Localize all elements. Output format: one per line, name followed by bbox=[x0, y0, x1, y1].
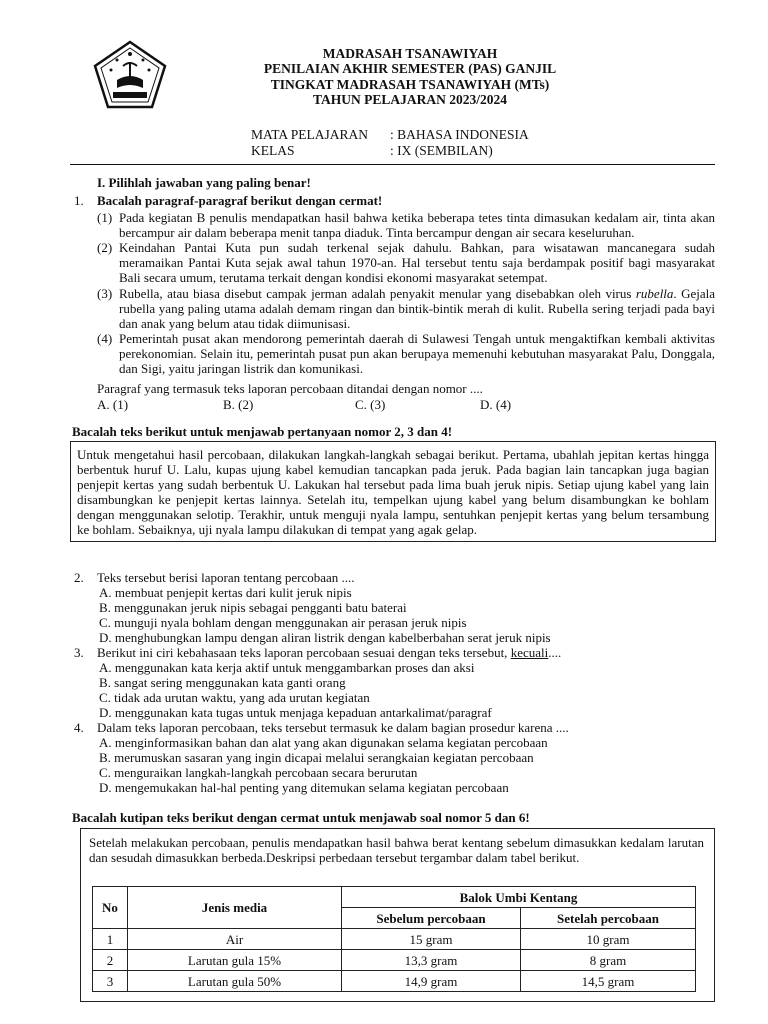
paragraph-num: (3) bbox=[97, 286, 113, 301]
subject-value: : BAHASA INDONESIA bbox=[390, 127, 529, 142]
passage1-box bbox=[70, 441, 716, 542]
passage2-text: Setelah melakukan percobaan, penulis mendapatkan hasil bahwa berat kentang sebelum dimasukkan kedalam larutan dan sesudah dimasukkan berbeda.Deskripsi perbedaan tersebut tergambar dalam tabel berikut. bbox=[89, 835, 704, 865]
q4-number: 4. bbox=[74, 720, 84, 735]
cell-after: 14,5 gram bbox=[521, 971, 696, 992]
paragraph-text: Pemerintah pusat akan mendorong pemerintah daerah di Sulawesi Tengah untuk mengaktifkan kembali aktivitas perekonomian. Selain itu, pemerintah pusat pun akan berupaya memenuhi kebutuhan masyarakat Palu, Donggala, dan Sigi, yaitu jaringan listrik dan komunikasi. bbox=[119, 331, 715, 376]
passage1-text: Untuk mengetahui hasil percobaan, dilakukan langkah-langkah sebagai berikut. Pertama, ubahlah jepitan kertas hingga berbentuk huruf U. Lalu, kupas ujung kabel kemudian tancapkan pada jeruk. Pada bagian lain tancapkan juga bagian penjepit kertas yang sudah berbentuk U. Lakukan hal tersebut pada lima buah jeruk nipis. Setiap ujung kabel yang lain disambungkan ke penjepit kertas lainnya. Setelah itu, tempelkan ujung kabel yang belum disambungkan ke bohlam dengan menggunakan selotip. Terakhir, untuk menguji nyala lampu, sentuhkan penjepit kertas yang belum tersambung ke bohlam. Sebaiknya, uji nyala lampu dilakukan di tempat yang agak gelap. bbox=[77, 447, 709, 537]
col-group-header: Balok Umbi Kentang bbox=[342, 887, 696, 908]
cell-after: 8 gram bbox=[521, 950, 696, 971]
cell-no: 2 bbox=[93, 950, 128, 971]
passage1-title: Bacalah teks berikut untuk menjawab pertanyaan nomor 2, 3 dan 4! bbox=[72, 424, 453, 439]
paragraph-1 bbox=[97, 210, 715, 240]
kemenag-logo bbox=[93, 40, 167, 110]
q4-option-a[interactable]: A. menginformasikan bahan dan alat yang akan digunakan selama kegiatan percobaan bbox=[99, 735, 548, 750]
cell-after: 10 gram bbox=[521, 929, 696, 950]
subject-label: MATA PELAJARAN bbox=[251, 127, 369, 142]
cell-media: Larutan gula 50% bbox=[128, 971, 342, 992]
class-value: : IX (SEMBILAN) bbox=[390, 143, 493, 158]
q1-option-b[interactable]: B. (2) bbox=[223, 397, 254, 412]
paragraph-text: Pada kegiatan B penulis mendapatkan hasil bahwa ketika beberapa tetes tinta dimasukan kedalam air, tinta akan bercampur air dalam beberapa menit tanpa diaduk. Tinta bercampur dengan air secara keseluruhan. bbox=[119, 210, 715, 240]
q1-option-d[interactable]: D. (4) bbox=[480, 397, 512, 412]
header-divider bbox=[70, 164, 715, 165]
potato-table bbox=[92, 886, 696, 992]
table-row bbox=[93, 971, 696, 992]
section-title: I. Pilihlah jawaban yang paling benar! bbox=[97, 175, 311, 190]
q2-option-b[interactable]: B. menggunakan jeruk nipis sebagai pengganti batu baterai bbox=[99, 600, 407, 615]
cell-no: 1 bbox=[93, 929, 128, 950]
q3-option-c[interactable]: C. tidak ada urutan waktu, yang ada urutan kegiatan bbox=[99, 690, 370, 705]
paragraph-3 bbox=[97, 286, 715, 331]
cell-no: 3 bbox=[93, 971, 128, 992]
q3-option-d[interactable]: D. menggunakan kata tugas untuk menjaga kepaduan antarkalimat/paragraf bbox=[99, 705, 492, 720]
col-no-header: No bbox=[93, 887, 128, 929]
q2-stem: Teks tersebut berisi laporan tentang percobaan .... bbox=[97, 570, 355, 585]
cell-before: 15 gram bbox=[342, 929, 521, 950]
class-label: KELAS bbox=[251, 143, 295, 158]
table-row bbox=[93, 950, 696, 971]
q3-number: 3. bbox=[74, 645, 84, 660]
q3-option-a[interactable]: A. menggunakan kata kerja aktif untuk menggambarkan proses dan aksi bbox=[99, 660, 475, 675]
q2-option-d[interactable]: D. menghubungkan lampu dengan aliran listrik dengan kabelberbahan serat jeruk nipis bbox=[99, 630, 551, 645]
col-media-header: Jenis media bbox=[128, 887, 342, 929]
paragraph-num: (1) bbox=[97, 210, 113, 225]
paragraph-num: (4) bbox=[97, 331, 113, 346]
q1-option-a[interactable]: A. (1) bbox=[97, 397, 129, 412]
paragraph-4 bbox=[97, 331, 715, 376]
q1-question: Paragraf yang termasuk teks laporan percobaan ditandai dengan nomor .... bbox=[97, 381, 483, 396]
q2-option-c[interactable]: C. munguji nyala bohlam dengan menggunakan air perasan jeruk nipis bbox=[99, 615, 467, 630]
table-row bbox=[93, 929, 696, 950]
q4-stem: Dalam teks laporan percobaan, teks tersebut termasuk ke dalam bagian prosedur karena .... bbox=[97, 720, 569, 735]
q3-option-b[interactable]: B. sangat sering menggunakan kata ganti orang bbox=[99, 675, 346, 690]
passage2-title: Bacalah kutipan teks berikut dengan cermat untuk menjawab soal nomor 5 dan 6! bbox=[72, 810, 530, 825]
cell-before: 14,9 gram bbox=[342, 971, 521, 992]
q1-option-c[interactable]: C. (3) bbox=[355, 397, 386, 412]
exam-title: PENILAIAN AKHIR SEMESTER (PAS) GANJIL bbox=[263, 61, 557, 76]
q4-option-d[interactable]: D. mengemukakan hal-hal penting yang ditemukan selama kegiatan percobaan bbox=[99, 780, 509, 795]
cell-media: Larutan gula 15% bbox=[128, 950, 342, 971]
q1-instruction: Bacalah paragraf-paragraf berikut dengan cermat! bbox=[97, 193, 383, 208]
school-name: MADRASAH TSANAWIYAH bbox=[322, 46, 498, 61]
q2-number: 2. bbox=[74, 570, 84, 585]
paragraph-text: Rubella, atau biasa disebut campak jerman adalah penyakit menular yang disebabkan oleh virus rubella. Gejala rubella yang paling utama adalah demam ringan dan bintik-bintik merah di kulit. Rubella sering terjadi pada bayi dan anak yang belum atau tidak diimunisasi. bbox=[119, 286, 716, 331]
q2-option-a[interactable]: A. membuat penjepit kertas dari kulit jeruk nipis bbox=[99, 585, 352, 600]
q1-number: 1. bbox=[74, 193, 84, 208]
school-year: TAHUN PELAJARAN 2023/2024 bbox=[312, 92, 507, 107]
paragraph-text: Keindahan Pantai Kuta pun sudah terkenal sejak dahulu. Bahkan, para wisatawan mancanegara sudah meramaikan Pantai Kuta sejak awal tahun 1970-an. Hal tersebut tentu saja berdampak positif bagi masyarakat Bali secara umum, terutama terkait dengan kondisi ekonomi masyarakat setempat. bbox=[119, 240, 715, 285]
col-after-header: Setelah percobaan bbox=[521, 908, 696, 929]
q4-option-b[interactable]: B. merumuskan sasaran yang ingin dicapai melalui serangkaian kegiatan percobaan bbox=[99, 750, 534, 765]
paragraph-2 bbox=[97, 240, 715, 285]
q3-stem: Berikut ini ciri kebahasaan teks laporan percobaan sesuai dengan teks tersebut, kecuali.... bbox=[97, 645, 562, 660]
cell-media: Air bbox=[128, 929, 342, 950]
paragraph-num: (2) bbox=[97, 240, 113, 255]
cell-before: 13,3 gram bbox=[342, 950, 521, 971]
exam-level: TINGKAT MADRASAH TSANAWIYAH (MTs) bbox=[270, 77, 550, 92]
q4-option-c[interactable]: C. menguraikan langkah-langkah percobaan secara berurutan bbox=[99, 765, 418, 780]
col-before-header: Sebelum percobaan bbox=[342, 908, 521, 929]
